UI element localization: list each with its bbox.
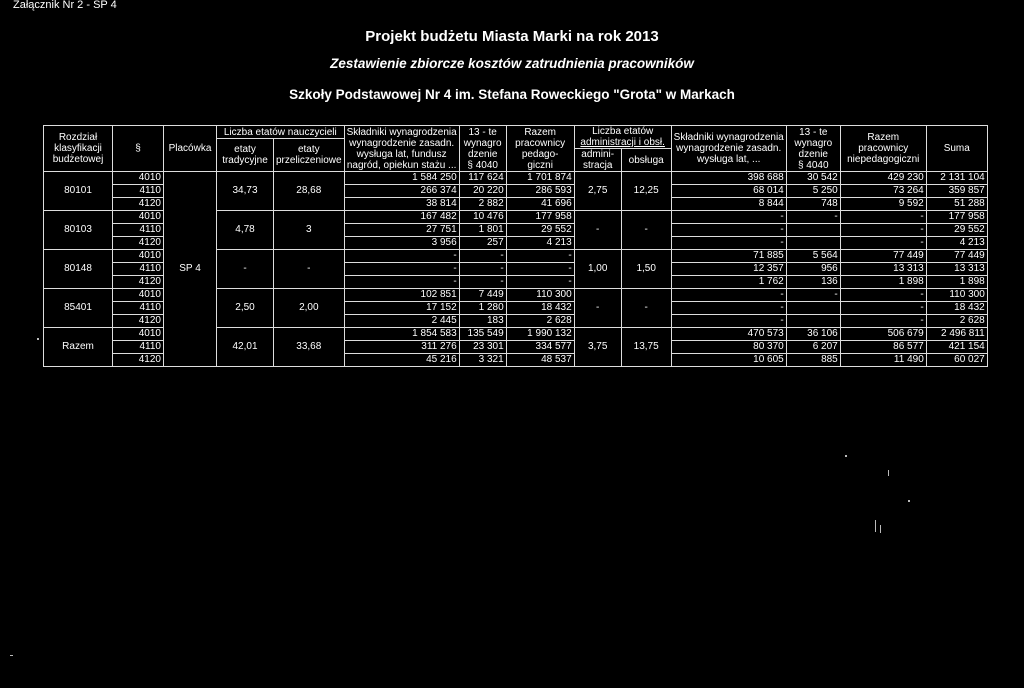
13th-salary-ped-cell: 23 301 <box>459 341 506 354</box>
scan-speck <box>888 470 889 476</box>
header-13th-salary-ped: 13 - te wynagro dzenie § 4040 <box>459 126 506 172</box>
total-ped-cell: 177 958 <box>506 211 574 224</box>
service-posts-cell: 1,50 <box>621 250 671 289</box>
placowka-cell: SP 4 <box>164 172 217 367</box>
salary-components-nonped-cell: - <box>671 302 786 315</box>
13th-salary-nonped-cell: 956 <box>786 263 840 276</box>
13th-salary-nonped-cell: 5 564 <box>786 250 840 263</box>
sum-cell: 2 628 <box>926 315 987 328</box>
header-traditional-posts: etaty tradycyjne <box>217 139 274 172</box>
total-nonped-cell: 9 592 <box>840 198 926 211</box>
paragraph-cell: 4010 <box>113 289 164 302</box>
salary-components-ped-cell: 38 814 <box>344 198 459 211</box>
paragraph-cell: 4010 <box>113 211 164 224</box>
salary-components-nonped-cell: - <box>671 315 786 328</box>
total-nonped-cell: 11 490 <box>840 354 926 367</box>
header-admin-posts: Liczba etatów administracji i obsł. <box>574 126 671 149</box>
salary-components-ped-cell: 45 216 <box>344 354 459 367</box>
scan-speck <box>875 520 876 532</box>
salary-components-nonped-cell: 8 844 <box>671 198 786 211</box>
salary-components-nonped-cell: - <box>671 237 786 250</box>
salary-components-ped-cell: - <box>344 250 459 263</box>
13th-salary-ped-cell: 2 882 <box>459 198 506 211</box>
paragraph-cell: 4120 <box>113 237 164 250</box>
header-converted-posts: etaty przeliczeniowe <box>274 139 345 172</box>
13th-salary-nonped-cell: 5 250 <box>786 185 840 198</box>
rozdzial-cell: 80101 <box>44 172 113 211</box>
13th-salary-nonped-cell: 36 106 <box>786 328 840 341</box>
sum-cell: 2 496 811 <box>926 328 987 341</box>
salary-components-nonped-cell: 71 885 <box>671 250 786 263</box>
total-ped-cell: 41 696 <box>506 198 574 211</box>
admin-posts-cell: 3,75 <box>574 328 621 367</box>
13th-salary-nonped-cell: 136 <box>786 276 840 289</box>
header-salary-components-nonped: Składniki wynagrodzenia wynagrodzenie zasadn. wysługa lat, ... <box>671 126 786 172</box>
total-ped-cell: 48 537 <box>506 354 574 367</box>
service-posts-cell: 13,75 <box>621 328 671 367</box>
salary-components-nonped-cell: 470 573 <box>671 328 786 341</box>
salary-components-ped-cell: 27 751 <box>344 224 459 237</box>
paragraph-cell: 4110 <box>113 224 164 237</box>
page-title: Projekt budżetu Miasta Marki na rok 2013 <box>365 28 659 45</box>
scan-speck <box>10 655 13 656</box>
salary-components-nonped-cell: 12 357 <box>671 263 786 276</box>
rozdzial-cell: 85401 <box>44 289 113 328</box>
13th-salary-ped-cell: 257 <box>459 237 506 250</box>
service-posts-cell: - <box>621 289 671 328</box>
total-ped-cell: 29 552 <box>506 224 574 237</box>
total-ped-cell: - <box>506 276 574 289</box>
13th-salary-nonped-cell <box>786 315 840 328</box>
13th-salary-nonped-cell: 748 <box>786 198 840 211</box>
scan-speck <box>908 500 910 502</box>
salary-components-ped-cell: 1 854 583 <box>344 328 459 341</box>
13th-salary-ped-cell: 7 449 <box>459 289 506 302</box>
paragraph-cell: 4120 <box>113 354 164 367</box>
total-nonped-cell: 73 264 <box>840 185 926 198</box>
13th-salary-nonped-cell <box>786 302 840 315</box>
header-sum: Suma <box>926 126 987 172</box>
salary-components-ped-cell: 266 374 <box>344 185 459 198</box>
rozdzial-cell: 80103 <box>44 211 113 250</box>
13th-salary-ped-cell: - <box>459 250 506 263</box>
budget-table <box>43 125 988 367</box>
sum-cell: 359 857 <box>926 185 987 198</box>
header-service: obsługa <box>621 149 671 172</box>
total-nonped-cell: 1 898 <box>840 276 926 289</box>
total-ped-cell: 2 628 <box>506 315 574 328</box>
total-nonped-cell: 429 230 <box>840 172 926 185</box>
table-row <box>44 172 988 185</box>
converted-posts-cell: 2,00 <box>274 289 345 328</box>
sum-cell: 110 300 <box>926 289 987 302</box>
rozdzial-cell: 80148 <box>44 250 113 289</box>
salary-components-ped-cell: - <box>344 276 459 289</box>
school-name: Szkoły Podstawowej Nr 4 im. Stefana Roweckiego "Grota" w Markach <box>289 87 735 102</box>
admin-posts-cell: - <box>574 289 621 328</box>
salary-components-nonped-cell: 80 370 <box>671 341 786 354</box>
salary-components-ped-cell: 311 276 <box>344 341 459 354</box>
salary-components-ped-cell: 17 152 <box>344 302 459 315</box>
13th-salary-nonped-cell <box>786 224 840 237</box>
total-nonped-cell: - <box>840 211 926 224</box>
converted-posts-cell: 3 <box>274 211 345 250</box>
header-administration: admini- stracja <box>574 149 621 172</box>
13th-salary-nonped-cell: 30 542 <box>786 172 840 185</box>
scan-speck <box>880 525 881 533</box>
total-ped-cell: 286 593 <box>506 185 574 198</box>
salary-components-nonped-cell: 10 605 <box>671 354 786 367</box>
total-nonped-cell: 77 449 <box>840 250 926 263</box>
13th-salary-ped-cell: - <box>459 276 506 289</box>
converted-posts-cell: 33,68 <box>274 328 345 367</box>
13th-salary-nonped-cell: 6 207 <box>786 341 840 354</box>
13th-salary-ped-cell: 1 801 <box>459 224 506 237</box>
header-placowka: Placówka <box>164 126 217 172</box>
scan-speck <box>37 338 39 340</box>
salary-components-ped-cell: 2 445 <box>344 315 459 328</box>
page-subtitle: Zestawienie zbiorcze kosztów zatrudnienia pracowników <box>330 56 694 71</box>
header-salary-components-ped: Składniki wynagrodzenia wynagrodzenie zasadn. wysługa lat, fundusz nagród, opiekun stażu ... <box>344 126 459 172</box>
total-ped-cell: 110 300 <box>506 289 574 302</box>
paragraph-cell: 4110 <box>113 302 164 315</box>
admin-posts-cell: 1,00 <box>574 250 621 289</box>
salary-components-nonped-cell: - <box>671 224 786 237</box>
header-teacher-posts: Liczba etatów nauczycieli <box>217 126 345 139</box>
paragraph-cell: 4120 <box>113 198 164 211</box>
salary-components-ped-cell: 1 584 250 <box>344 172 459 185</box>
salary-components-nonped-cell: 398 688 <box>671 172 786 185</box>
sum-cell: 421 154 <box>926 341 987 354</box>
salary-components-ped-cell: 167 482 <box>344 211 459 224</box>
total-ped-cell: 1 701 874 <box>506 172 574 185</box>
paragraph-cell: 4120 <box>113 315 164 328</box>
sum-cell: 29 552 <box>926 224 987 237</box>
total-ped-cell: 18 432 <box>506 302 574 315</box>
total-nonped-cell: - <box>840 224 926 237</box>
sum-cell: 18 432 <box>926 302 987 315</box>
sum-cell: 177 958 <box>926 211 987 224</box>
13th-salary-nonped-cell: - <box>786 211 840 224</box>
total-ped-cell: 334 577 <box>506 341 574 354</box>
salary-components-ped-cell: 102 851 <box>344 289 459 302</box>
total-nonped-cell: - <box>840 302 926 315</box>
salary-components-ped-cell: 3 956 <box>344 237 459 250</box>
scan-speck <box>845 455 847 457</box>
sum-cell: 4 213 <box>926 237 987 250</box>
sum-cell: 13 313 <box>926 263 987 276</box>
sum-cell: 1 898 <box>926 276 987 289</box>
13th-salary-ped-cell: 135 549 <box>459 328 506 341</box>
header-rozdzial: Rozdział klasyfikacji budżetowej <box>44 126 113 172</box>
13th-salary-nonped-cell <box>786 237 840 250</box>
admin-posts-cell: 2,75 <box>574 172 621 211</box>
total-ped-cell: - <box>506 250 574 263</box>
salary-components-nonped-cell: - <box>671 289 786 302</box>
traditional-posts-cell: 2,50 <box>217 289 274 328</box>
header-paragraph: § <box>113 126 164 172</box>
paragraph-cell: 4010 <box>113 172 164 185</box>
13th-salary-ped-cell: - <box>459 263 506 276</box>
header-13th-salary-nonped: 13 - te wynagro dzenie § 4040 <box>786 126 840 172</box>
total-nonped-cell: - <box>840 315 926 328</box>
salary-components-nonped-cell: 1 762 <box>671 276 786 289</box>
converted-posts-cell: 28,68 <box>274 172 345 211</box>
traditional-posts-cell: 34,73 <box>217 172 274 211</box>
rozdzial-cell: Razem <box>44 328 113 367</box>
13th-salary-ped-cell: 3 321 <box>459 354 506 367</box>
attachment-label: Załącznik Nr 2 - SP 4 <box>13 0 117 11</box>
sum-cell: 51 288 <box>926 198 987 211</box>
table-body <box>44 172 988 367</box>
paragraph-cell: 4110 <box>113 341 164 354</box>
traditional-posts-cell: - <box>217 250 274 289</box>
traditional-posts-cell: 42,01 <box>217 328 274 367</box>
paragraph-cell: 4010 <box>113 328 164 341</box>
total-nonped-cell: 86 577 <box>840 341 926 354</box>
paragraph-cell: 4010 <box>113 250 164 263</box>
total-ped-cell: 1 990 132 <box>506 328 574 341</box>
sum-cell: 77 449 <box>926 250 987 263</box>
total-ped-cell: - <box>506 263 574 276</box>
13th-salary-ped-cell: 10 476 <box>459 211 506 224</box>
13th-salary-ped-cell: 117 624 <box>459 172 506 185</box>
header-total-ped: Razem pracownicy pedago- giczni <box>506 126 574 172</box>
header-total-nonped: Razem pracownicy niepedagogiczni <box>840 126 926 172</box>
paragraph-cell: 4110 <box>113 263 164 276</box>
service-posts-cell: - <box>621 211 671 250</box>
total-ped-cell: 4 213 <box>506 237 574 250</box>
total-nonped-cell: - <box>840 289 926 302</box>
sum-cell: 2 131 104 <box>926 172 987 185</box>
salary-components-nonped-cell: - <box>671 211 786 224</box>
salary-components-ped-cell: - <box>344 263 459 276</box>
total-nonped-cell: 13 313 <box>840 263 926 276</box>
admin-posts-cell: - <box>574 211 621 250</box>
13th-salary-ped-cell: 20 220 <box>459 185 506 198</box>
total-nonped-cell: 506 679 <box>840 328 926 341</box>
13th-salary-nonped-cell: 885 <box>786 354 840 367</box>
converted-posts-cell: - <box>274 250 345 289</box>
service-posts-cell: 12,25 <box>621 172 671 211</box>
salary-components-nonped-cell: 68 014 <box>671 185 786 198</box>
13th-salary-nonped-cell: - <box>786 289 840 302</box>
traditional-posts-cell: 4,78 <box>217 211 274 250</box>
total-nonped-cell: - <box>840 237 926 250</box>
paragraph-cell: 4110 <box>113 185 164 198</box>
paragraph-cell: 4120 <box>113 276 164 289</box>
13th-salary-ped-cell: 1 280 <box>459 302 506 315</box>
table-header <box>44 126 988 172</box>
sum-cell: 60 027 <box>926 354 987 367</box>
13th-salary-ped-cell: 183 <box>459 315 506 328</box>
